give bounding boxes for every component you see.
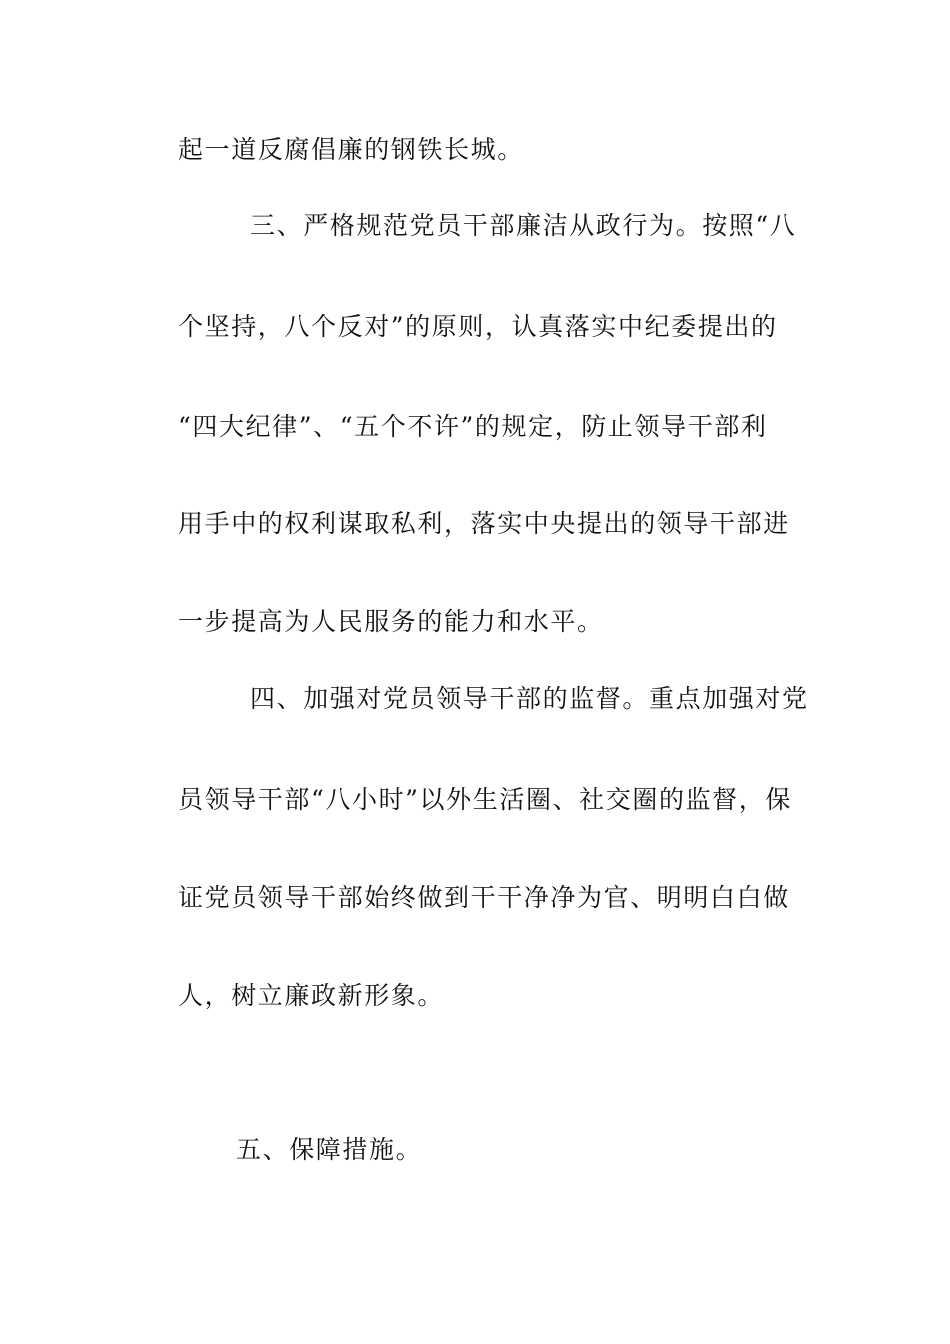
text-line-8: 员领导干部“八小时”以外生活圈、社交圈的监督，保 <box>178 785 792 814</box>
text-line-4: “四大纪律”、“五个不许”的规定，防止领导干部利 <box>178 412 768 441</box>
text-line-9: 证党员领导干部始终做到干干净净为官、明明白白做 <box>178 883 790 912</box>
text-line-3: 个坚持，八个反对”的原则，认真落实中纪委提出的 <box>178 312 778 341</box>
text-line-10: 人，树立廉政新形象。 <box>178 981 445 1010</box>
text-line-1: 起一道反腐倡廉的钢铁长城。 <box>178 135 524 164</box>
text-line-5: 用手中的权利谋取私利，落实中央提出的领导干部进 <box>178 509 790 538</box>
section-heading: 五、保障措施。 <box>236 1135 423 1164</box>
text-line-7: 四、加强对党员领导干部的监督。重点加强对党 <box>250 684 809 713</box>
text-line-6: 一步提高为人民服务的能力和水平。 <box>178 607 604 636</box>
text-line-2: 三、严格规范党员干部廉洁从政行为。按照“八 <box>250 211 797 240</box>
